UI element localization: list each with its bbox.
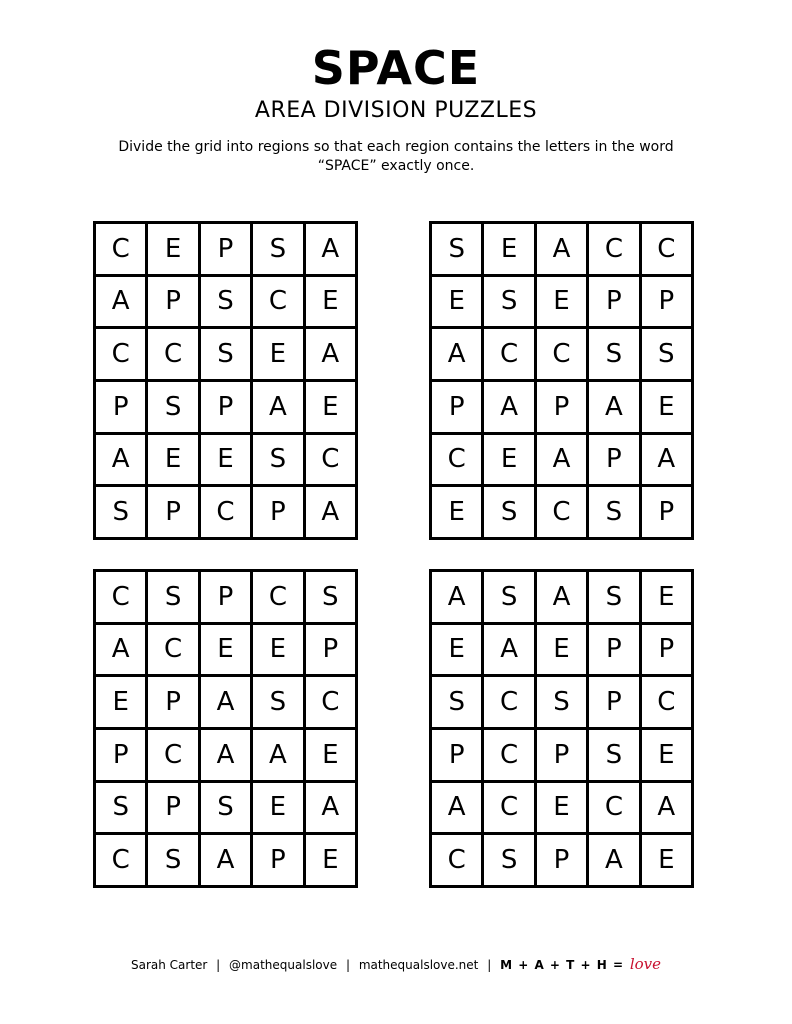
grid-cell: A <box>306 329 358 382</box>
grid-cell: P <box>589 277 641 330</box>
grid-cell: S <box>537 677 589 730</box>
grid-cell: S <box>96 783 148 836</box>
grid-cell: C <box>253 572 305 625</box>
grid-cell: A <box>642 435 694 488</box>
grid-cell: C <box>96 224 148 277</box>
grid-cell: P <box>642 487 694 540</box>
grid-cell: A <box>537 224 589 277</box>
grid-cell: P <box>432 730 484 783</box>
grid-cell: A <box>484 625 536 678</box>
grid-cell: P <box>537 382 589 435</box>
grid-cell: P <box>201 382 253 435</box>
grid-cell: C <box>148 730 200 783</box>
grid-cell: E <box>642 835 694 888</box>
grid-cell: P <box>432 382 484 435</box>
footer-separator: | <box>487 958 492 972</box>
grid-cell: E <box>484 224 536 277</box>
grid-cell: C <box>148 329 200 382</box>
grid-cell: P <box>589 677 641 730</box>
grid-cell: C <box>432 435 484 488</box>
grid-cell: A <box>432 572 484 625</box>
grid-cell: S <box>484 572 536 625</box>
grid-cell: A <box>432 783 484 836</box>
grid-cell: P <box>306 625 358 678</box>
grid-cell: E <box>642 730 694 783</box>
grid-cell: E <box>201 435 253 488</box>
grid-cell: P <box>589 435 641 488</box>
grid-cell: C <box>537 329 589 382</box>
grid-cell: P <box>253 487 305 540</box>
page-subtitle: AREA DIVISION PUZZLES <box>254 98 538 123</box>
grid-cell: E <box>306 277 358 330</box>
grid-cell: E <box>148 224 200 277</box>
footer-logo-text: M + A + T + H = <box>500 958 625 972</box>
grid-cell: C <box>484 677 536 730</box>
grid-cell: E <box>253 329 305 382</box>
grid-cell: P <box>253 835 305 888</box>
grid-cell: E <box>642 572 694 625</box>
grid-cell: S <box>201 329 253 382</box>
grid-cell: C <box>306 677 358 730</box>
instructions-text: Divide the grid into regions so that each region contains the letters in the word “SPACE” exactly once. <box>118 139 674 174</box>
grid-cell: E <box>306 382 358 435</box>
grid-cell: P <box>96 382 148 435</box>
grid-cell: P <box>201 572 253 625</box>
grid-cell: C <box>484 329 536 382</box>
grid-cell: E <box>201 625 253 678</box>
grid-cell: P <box>537 730 589 783</box>
footer-separator: | <box>345 958 350 972</box>
grid-cell: P <box>537 835 589 888</box>
footer-website: mathequalslove.net <box>358 958 479 972</box>
grid-cell: E <box>253 625 305 678</box>
grid-cell: A <box>201 835 253 888</box>
grid-cell: E <box>484 435 536 488</box>
puzzle-grid-3 <box>93 569 358 888</box>
grid-cell: A <box>253 382 305 435</box>
grid-cell: C <box>484 783 536 836</box>
grid-cell: S <box>201 277 253 330</box>
grid-cell: S <box>432 677 484 730</box>
grid-cell: E <box>432 625 484 678</box>
grid-cell: P <box>96 730 148 783</box>
grid-cell: A <box>201 677 253 730</box>
grid-cell: S <box>306 572 358 625</box>
puzzle-grid-4 <box>429 569 694 888</box>
grid-cell: S <box>589 329 641 382</box>
footer-handle: @mathequalslove <box>229 958 338 972</box>
grid-cell: C <box>642 677 694 730</box>
grid-cell: P <box>148 487 200 540</box>
grid-cell: S <box>148 382 200 435</box>
grid-cell: S <box>148 835 200 888</box>
grid-cell: S <box>253 677 305 730</box>
grid-cell: S <box>484 835 536 888</box>
grid-cell: E <box>148 435 200 488</box>
grid-cell: E <box>537 277 589 330</box>
puzzle-grid-2 <box>429 221 694 540</box>
grid-cell: E <box>537 783 589 836</box>
grid-cell: S <box>201 783 253 836</box>
grid-cell: C <box>537 487 589 540</box>
grid-cell: E <box>432 487 484 540</box>
grid-cell: A <box>201 730 253 783</box>
grid-cell: S <box>642 329 694 382</box>
grid-cell: C <box>148 625 200 678</box>
grid-cell: A <box>537 572 589 625</box>
grid-cell: A <box>642 783 694 836</box>
grid-cell: A <box>306 487 358 540</box>
footer-author: Sarah Carter <box>130 958 208 972</box>
grid-cell: E <box>253 783 305 836</box>
grid-cell: C <box>432 835 484 888</box>
grid-cell: A <box>537 435 589 488</box>
grid-cell: S <box>96 487 148 540</box>
grid-cell: A <box>96 625 148 678</box>
grid-cell: C <box>96 572 148 625</box>
grid-cell: C <box>253 277 305 330</box>
grid-cell: S <box>589 730 641 783</box>
grid-cell: A <box>306 783 358 836</box>
page-title: SPACE <box>311 41 481 95</box>
grid-cell: C <box>96 329 148 382</box>
grid-cell: P <box>148 783 200 836</box>
grid-cell: P <box>642 277 694 330</box>
grid-cell: S <box>432 224 484 277</box>
grid-cell: S <box>484 277 536 330</box>
grid-cell: A <box>96 435 148 488</box>
grid-cell: S <box>484 487 536 540</box>
grid-cell: A <box>589 835 641 888</box>
grid-cell: C <box>589 224 641 277</box>
grid-cell: S <box>253 224 305 277</box>
grid-cell: A <box>306 224 358 277</box>
grid-cell: A <box>589 382 641 435</box>
grid-cell: P <box>148 677 200 730</box>
grid-cell: E <box>432 277 484 330</box>
footer-logo-love: love <box>629 955 662 973</box>
grid-cell: S <box>589 487 641 540</box>
puzzle-grid-1 <box>93 221 358 540</box>
grid-cell: C <box>96 835 148 888</box>
grid-cell: P <box>589 625 641 678</box>
grid-cell: P <box>148 277 200 330</box>
grid-cell: C <box>642 224 694 277</box>
grid-cell: P <box>201 224 253 277</box>
grid-cell: C <box>484 730 536 783</box>
grid-cell: C <box>306 435 358 488</box>
grid-cell: S <box>253 435 305 488</box>
grid-cell: S <box>148 572 200 625</box>
grid-cell: E <box>306 730 358 783</box>
grid-cell: E <box>96 677 148 730</box>
grid-cell: A <box>96 277 148 330</box>
grid-cell: C <box>201 487 253 540</box>
grid-cell: E <box>537 625 589 678</box>
grid-cell: E <box>306 835 358 888</box>
grid-cell: S <box>589 572 641 625</box>
footer <box>0 955 792 974</box>
grid-cell: C <box>589 783 641 836</box>
grid-cell: P <box>642 625 694 678</box>
grid-cell: A <box>432 329 484 382</box>
footer-separator: | <box>216 958 221 972</box>
grid-cell: A <box>253 730 305 783</box>
grid-cell: E <box>642 382 694 435</box>
grid-cell: A <box>484 382 536 435</box>
